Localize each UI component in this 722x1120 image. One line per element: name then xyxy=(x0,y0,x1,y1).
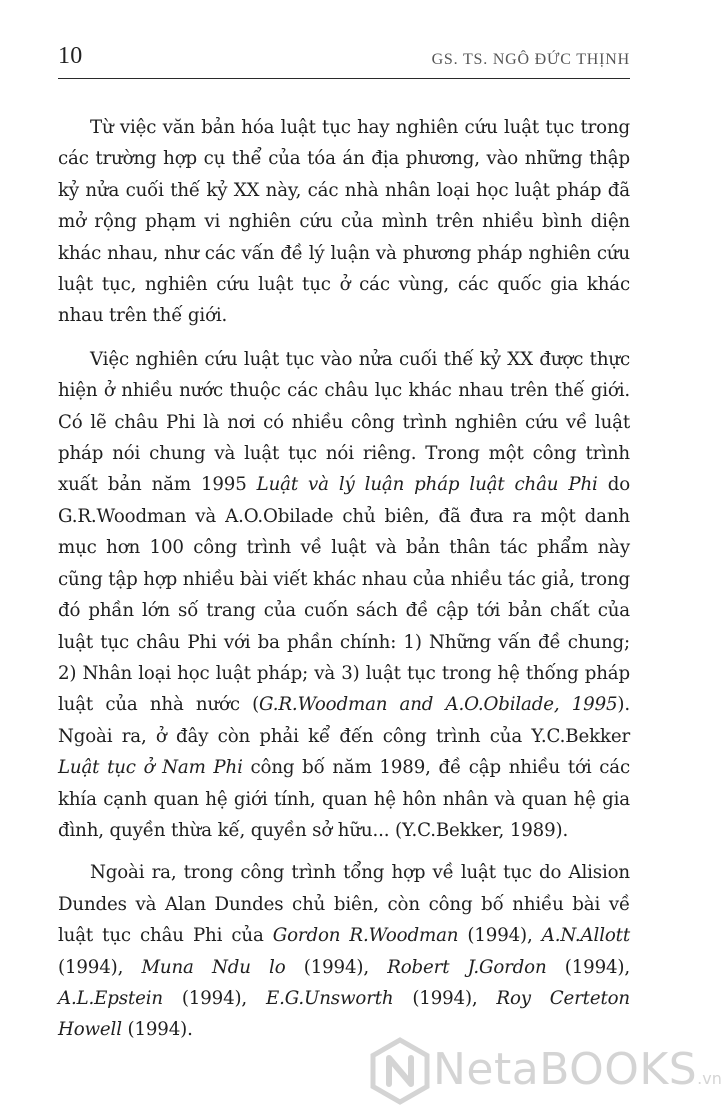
netabooks-brand: NetaBOOKS xyxy=(433,1044,698,1095)
netabooks-watermark xyxy=(365,1036,722,1108)
book-title-african-law: Luật và lý luận pháp luật châu Phi xyxy=(256,474,598,496)
paragraph-3-text-1: Ngoài ra, trong công trình tổng hợp về luật tục do Alision Dundes và Alan Dundes chủ biên, còn công bố nhiều bài về luật tục châu Phi của xyxy=(58,862,630,947)
book-title-south-africa: Luật tục ở Nam Phi xyxy=(58,757,243,779)
netabooks-wordmark xyxy=(433,1044,722,1105)
paragraph-3-text-3: (1994), xyxy=(58,956,142,978)
netabooks-domain-suffix: .vn xyxy=(697,1069,722,1088)
author-howell: Roy Certeton Howell xyxy=(58,987,630,1041)
body-text xyxy=(58,112,630,1046)
author-allott: A.N.Allott xyxy=(541,925,630,947)
paragraph-3 xyxy=(58,857,630,1045)
paragraph-2-text-1: Việc nghiên cứu luật tục vào nửa cuối thế kỷ XX được thực hiện ở nhiều nước thuộc các châu lục khác nhau trên thế giới. Có lẽ châu Phi là nơi có nhiều công trình nghiên cứu về luật pháp nói chung và luật tục nói riêng. Trong một công trình xuất bản năm 1995 xyxy=(58,348,630,496)
paragraph-3-text-8: (1994). xyxy=(121,1019,193,1041)
author-epstein: A.L.Epstein xyxy=(58,987,163,1009)
author-woodman: Gordon R.Woodman xyxy=(272,925,459,947)
page-header xyxy=(58,42,630,79)
paragraph-3-text-4: (1994), xyxy=(285,956,388,978)
citation-woodman-obilade: G.R.Woodman and A.O.Obilade, 1995 xyxy=(259,694,618,716)
paragraph-3-text-7: (1994), xyxy=(393,987,497,1009)
author-unsworth: E.G.Unsworth xyxy=(265,987,394,1009)
page-number: 10 xyxy=(58,43,83,69)
paragraph-3-text-5: (1994), xyxy=(546,956,630,978)
netabooks-logo-icon xyxy=(365,1036,435,1106)
paragraph-1: Từ việc văn bản hóa luật tục hay nghiên cứu luật tục trong các trường hợp cụ thể của tóa án địa phương, vào những thập kỷ nửa cuối thế kỷ XX này, các nhà nhân loại học luật pháp đã mở rộng phạm vi nghiên cứu của mình trên nhiều bình diện khác nhau, như các vấn đề lý luận và phương pháp nghiên cứu luật tục, nghiên cứu luật tục ở các vùng, các quốc gia khác nhau trên thế giới. xyxy=(58,117,630,327)
author-ndulo: Muna Ndu lo xyxy=(141,956,286,978)
paragraph-2-text-3: ). Ngoài ra, ở đây còn phải kể đến công trình của Y.C.Bekker xyxy=(58,694,630,747)
paragraph-2 xyxy=(58,344,630,847)
running-head: GS. TS. NGÔ ĐỨC THỊNH xyxy=(431,51,630,68)
paragraph-2-text-2: do G.R.Woodman và A.O.Obilade chủ biên, đã đưa ra một danh mục hơn 100 công trình về luật và bản thân tác phẩm này cũng tập hợp nhiều bài viết khác nhau của nhiều tác giả, trong đó phần lớn số trang của cuốn sách đề cập tới bản chất của luật tục châu Phi với ba phần chính: 1) Những vấn đề chung; 2) Nhân loại học luật pháp; và 3) luật tục trong hệ thống pháp luật của nhà nước ( xyxy=(58,474,631,716)
paragraph-2-text-4: công bố năm 1989, đề cập nhiều tới các khía cạnh quan hệ giới tính, quan hệ hôn nhân và quan hệ gia đình, quyền thừa kế, quyền sở hữu... (Y.C.Bekker, 1989). xyxy=(58,757,630,841)
paragraph-3-text-2: (1994), xyxy=(458,925,542,947)
paragraph-3-text-6: (1994), xyxy=(162,987,266,1009)
author-gordon: Robert J.Gordon xyxy=(387,956,547,978)
